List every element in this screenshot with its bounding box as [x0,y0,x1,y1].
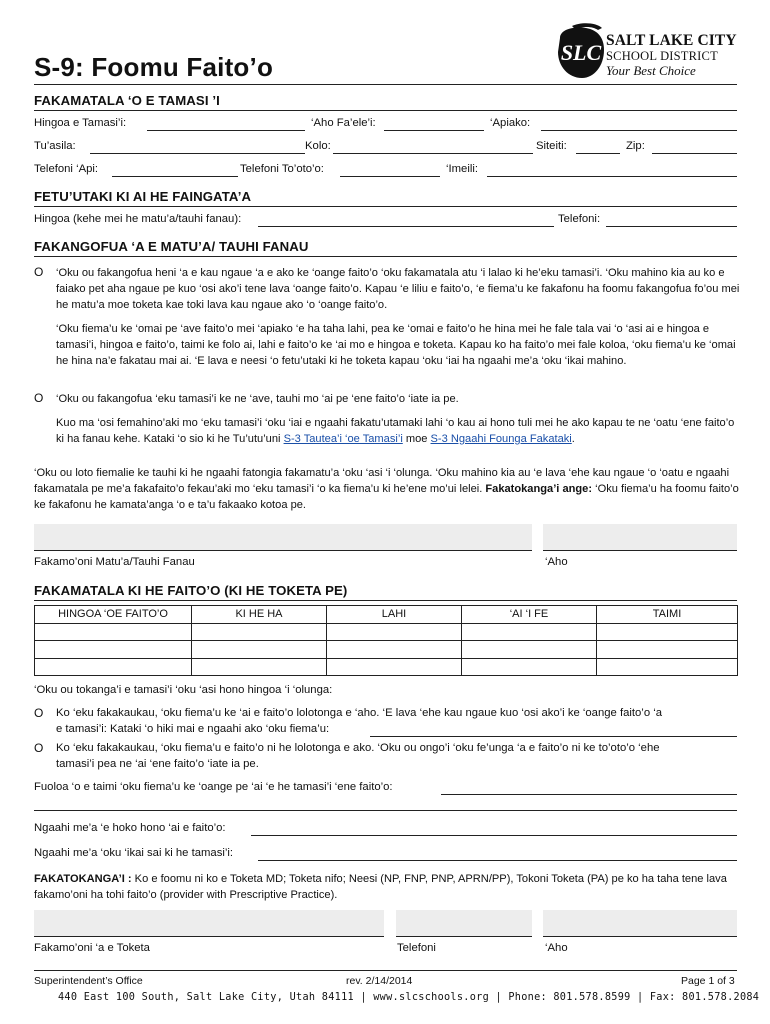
table-cell[interactable] [597,623,738,641]
side-effects-label: Ngaahi me’a ‘e hoko hono ‘ai e faito’o: [34,822,226,834]
consent-option-2-details: Kuo ma ‘osi femahino’aki mo ‘eku tamasi’i ‘oku ‘iai e ngaahi fakatu’utamaki lahi ‘o kau ai hono tuli mei he ako kapau te ne ‘oatu ‘ene faito’o ki ha fanau kehe. Kataki ‘o sio ki he Tu’utu’uni S-3 Tautea’i ‘oe Tamasi’i moe S-3 Ngaahi Founga Fakataki. [56,417,735,445]
state-field[interactable] [576,153,620,154]
emergency-name-field[interactable] [258,226,554,227]
duration-label: Fuoloa ‘o e taimi ‘oku fiema’u ke ‘oange pe ‘ai ‘e he tamasi’i ‘ene faito’o: [34,781,393,793]
email-field[interactable] [487,176,737,177]
section-divider [34,110,737,111]
physician-signature-field[interactable] [34,910,384,937]
table-cell[interactable] [597,641,738,659]
emergency-name-label: Hingoa (kehe mei he matu’a/tauhi fanau): [34,213,242,225]
footer-office: Superintendent’s Office [34,975,143,987]
policy-link-discipline[interactable]: S-3 Tautea’i ‘oe Tamasi’i [283,433,403,445]
zip-label: Zip: [626,140,645,152]
table-cell[interactable] [192,623,327,641]
physician-option-1-radio[interactable]: O [34,706,44,720]
physician-option-2-text-2: tamasi’i pea ne ‘ai ‘ene faito’o ‘iate ia pe. [56,758,259,770]
table-cell[interactable] [462,641,597,659]
physician-date-field[interactable] [543,910,737,937]
emergency-phone-field[interactable] [606,226,737,227]
emergency-section-heading: FETU’UTAKI KI AI HE FAINGATA’A [34,189,252,204]
contraindications-field[interactable] [258,860,737,861]
parent-agreement-text: ‘Oku ou loto fiemalie ke tauhi ki he ngaahi fatongia fakamatu’a ‘oku ‘asi ‘i ‘olunga. ‘Oku mahino kia au ‘e lava ‘ehe kau ngaue ‘o ‘oatu e ngaahi fakamatala pe me’a fakafaito’o fekau’aki mo ‘eku tamasi’i ‘o ka fiema’u ki he’ene mo’ui lelei. Fakatokanga’i ange: ‘Oku fiema’u ha foomu faito’o ke fakafonu he kamata’anga ‘o e ta’u fakaako kotoa pe. [34,467,739,511]
medication-table [34,605,738,676]
consent-option-2-text: ‘Oku ou fakangofua ‘eku tamasi’i ke ne ‘ave, tauhi mo ‘ai pe ‘ene faito’o ‘iate ia pe. [56,393,459,405]
column-header: LAHI [327,606,462,624]
title-divider [34,84,737,85]
table-header-row [35,606,738,624]
medication-section-heading: FAKAMATALA KI HE FAITO’O (KI HE TOKETA PE) [34,583,348,598]
address-field[interactable] [90,153,305,154]
physician-option-1-text: Ko ‘eku fakakaukau, ‘oku fiema’u ke ‘ai e faito’o lolotonga e ‘aho. ‘E lava ‘ehe kau ngaue kuo ‘osi ako’i ke ‘oange faito’o ‘a [56,707,663,719]
column-header: KI HE HA [192,606,327,624]
table-cell[interactable] [192,658,327,676]
student-name-label: Hingoa e Tamasi’i: [34,117,127,129]
table-row [35,641,738,659]
grade-label: ‘Apiako: [490,117,531,129]
consent-option-2-radio[interactable]: O [34,391,44,405]
consent-option-1-details: ‘Oku fiema’u ke ‘omai pe ‘ave faito’o mei ‘apiako ‘e ha taha lahi, pea ke ‘omai e faito’o he hina mei he fale tala vai ‘o ‘asi ai e hingoa e tamasi’i, hingoa e faito’o, taimi ke folo ai, lahi e faito’o ke ‘ai mo e hingoa e toketa. Kapau ko ha faito’o mei fale koloa, ‘oku fiema’u ke ‘omai he hina na’e fakatau mai ai. ‘E lava e neesi ‘o fetu’utaki ki he toketa kapau ‘oku ‘iai ha ngaahi me’a ‘oku ‘ikai mahino. [56,323,736,367]
dob-label: ‘Aho Fa’ele’i: [311,117,376,129]
provider-note: FAKATOKANGA’I : Ko e foomu ni ko e Toketa MD; Toketa nifo; Neesi (NP, FNP, PNP, APRN/PP), Tokoni Toketa (PA) pe ko ha taha tene lava fakamo’oni ha tohi faito’o (provider with Prescriptive Practice). [34,873,727,901]
parent-date-field[interactable] [543,524,737,551]
emergency-phone-label: Telefoni: [558,213,601,225]
home-phone-label: Telefoni ‘Api: [34,163,99,175]
physician-phone-field[interactable] [396,910,532,937]
logo-line-2: SCHOOL DISTRICT [606,49,718,63]
note-label: Fakatokanga’i ange: [485,483,593,495]
table-row [35,623,738,641]
student-name-field[interactable] [147,130,305,131]
table-cell[interactable] [327,641,462,659]
parent-signature-label: Fakamo’oni Matu’a/Tauhi Fanau [34,556,195,568]
home-phone-field[interactable] [112,176,238,177]
footer-divider [34,970,737,971]
section-divider [34,600,737,601]
table-cell[interactable] [35,641,192,659]
table-cell[interactable] [35,623,192,641]
contraindications-label: Ngaahi me’a ‘oku ‘ikai sai ki he tamasi’i: [34,847,234,859]
consent-section-heading: FAKANGOFUA ‘A E MATU’A/ TAUHI FANAU [34,239,309,254]
consent-option-1-radio[interactable]: O [34,265,44,279]
section-divider [34,256,737,257]
footer-address: 440 East 100 South, Salt Lake City, Utah 84111 | www.slcschools.org | Phone: 801.578.8599 | Fax: 801.578.2084 [58,992,760,1003]
physician-option-1-text-2: e tamasi’i: Kataki ‘o hiki mai e ngaahi ako ‘oku fiema’u: [56,723,330,735]
table-cell[interactable] [35,658,192,676]
table-row [35,658,738,676]
table-cell[interactable] [597,658,738,676]
column-header: HINGOA ‘OE FAITO’O [35,606,192,624]
section-divider [34,206,737,207]
table-cell[interactable] [462,623,597,641]
logo-line-1: SALT LAKE CITY [606,32,737,49]
dob-field[interactable] [384,130,484,131]
parent-signature-field[interactable] [34,524,532,551]
address-label: Tu’asila: [34,140,76,152]
footer-revision: rev. 2/14/2014 [346,975,413,987]
cell-phone-field[interactable] [340,176,440,177]
table-cell[interactable] [192,641,327,659]
physician-option-2-radio[interactable]: O [34,741,44,755]
column-header: ‘AI ‘I FE [462,606,597,624]
physician-signature-label: Fakamo’oni ‘a e Toketa [34,942,150,954]
logo-mark: SLC [560,40,602,65]
zip-field[interactable] [652,153,737,154]
footer-page-number: Page 1 of 3 [681,975,735,987]
student-section-heading: FAKAMATALA ‘O E TAMASI ’I [34,93,220,108]
physician-date-label: ‘Aho [545,942,568,954]
table-cell[interactable] [327,658,462,676]
duration-field[interactable] [441,794,737,795]
school-label: Kolo: [305,140,331,152]
side-effects-field[interactable] [251,835,737,836]
table-cell[interactable] [462,658,597,676]
school-field[interactable] [333,153,533,154]
physician-option-2-text: Ko ‘eku fakakaukau, ‘oku fiema’u e faito’o ni he lolotonga e ako. ‘Oku ou ongo’i ‘oku fe’unga ‘a e faito’o ni ke to’oto’o ‘ehe [56,742,660,754]
parent-date-label: ‘Aho [545,556,568,568]
duration-field-2[interactable] [34,810,737,811]
physician-phone-label: Telefoni [397,942,436,954]
logo-tagline: Your Best Choice [606,63,696,78]
column-header: TAIMI [597,606,738,624]
grade-field[interactable] [541,130,737,131]
provider-note-label: FAKATOKANGA’I : [34,873,132,885]
policy-link-procedures[interactable]: S-3 Ngaahi Founga Fakataki [430,433,572,445]
state-label: Siteiti: [536,140,567,152]
email-label: ‘Imeili: [446,163,479,175]
cell-phone-label: Telefoni To’oto’o: [240,163,324,175]
physician-intro: ‘Oku ou tokanga’i e tamasi’i ‘oku ‘asi hono hingoa ‘i ‘olunga: [34,684,333,696]
page-title: S-9: Foomu Faito’o [34,52,274,82]
table-cell[interactable] [327,623,462,641]
training-field[interactable] [370,736,737,737]
consent-option-1-text: ‘Oku ou fakangofua heni ‘a e kau ngaue ‘a e ako ke ‘oange faito’o ‘oku fakamatala atu ‘i lalao ki he’eku tamasi’i. ‘Oku mahino kia au ko e faiako pet aha ngaue pe kuo ‘osi ako’i tene lava ‘oange faito’o. Kapau ‘e liliu e faito’o, ‘e fiema’u ke fakafonu ha foomu fakangofua fo’ou mei he matu’a moe toketa kae toki lava kau ngaue ako ‘o ‘oange faito’o. [56,267,740,311]
